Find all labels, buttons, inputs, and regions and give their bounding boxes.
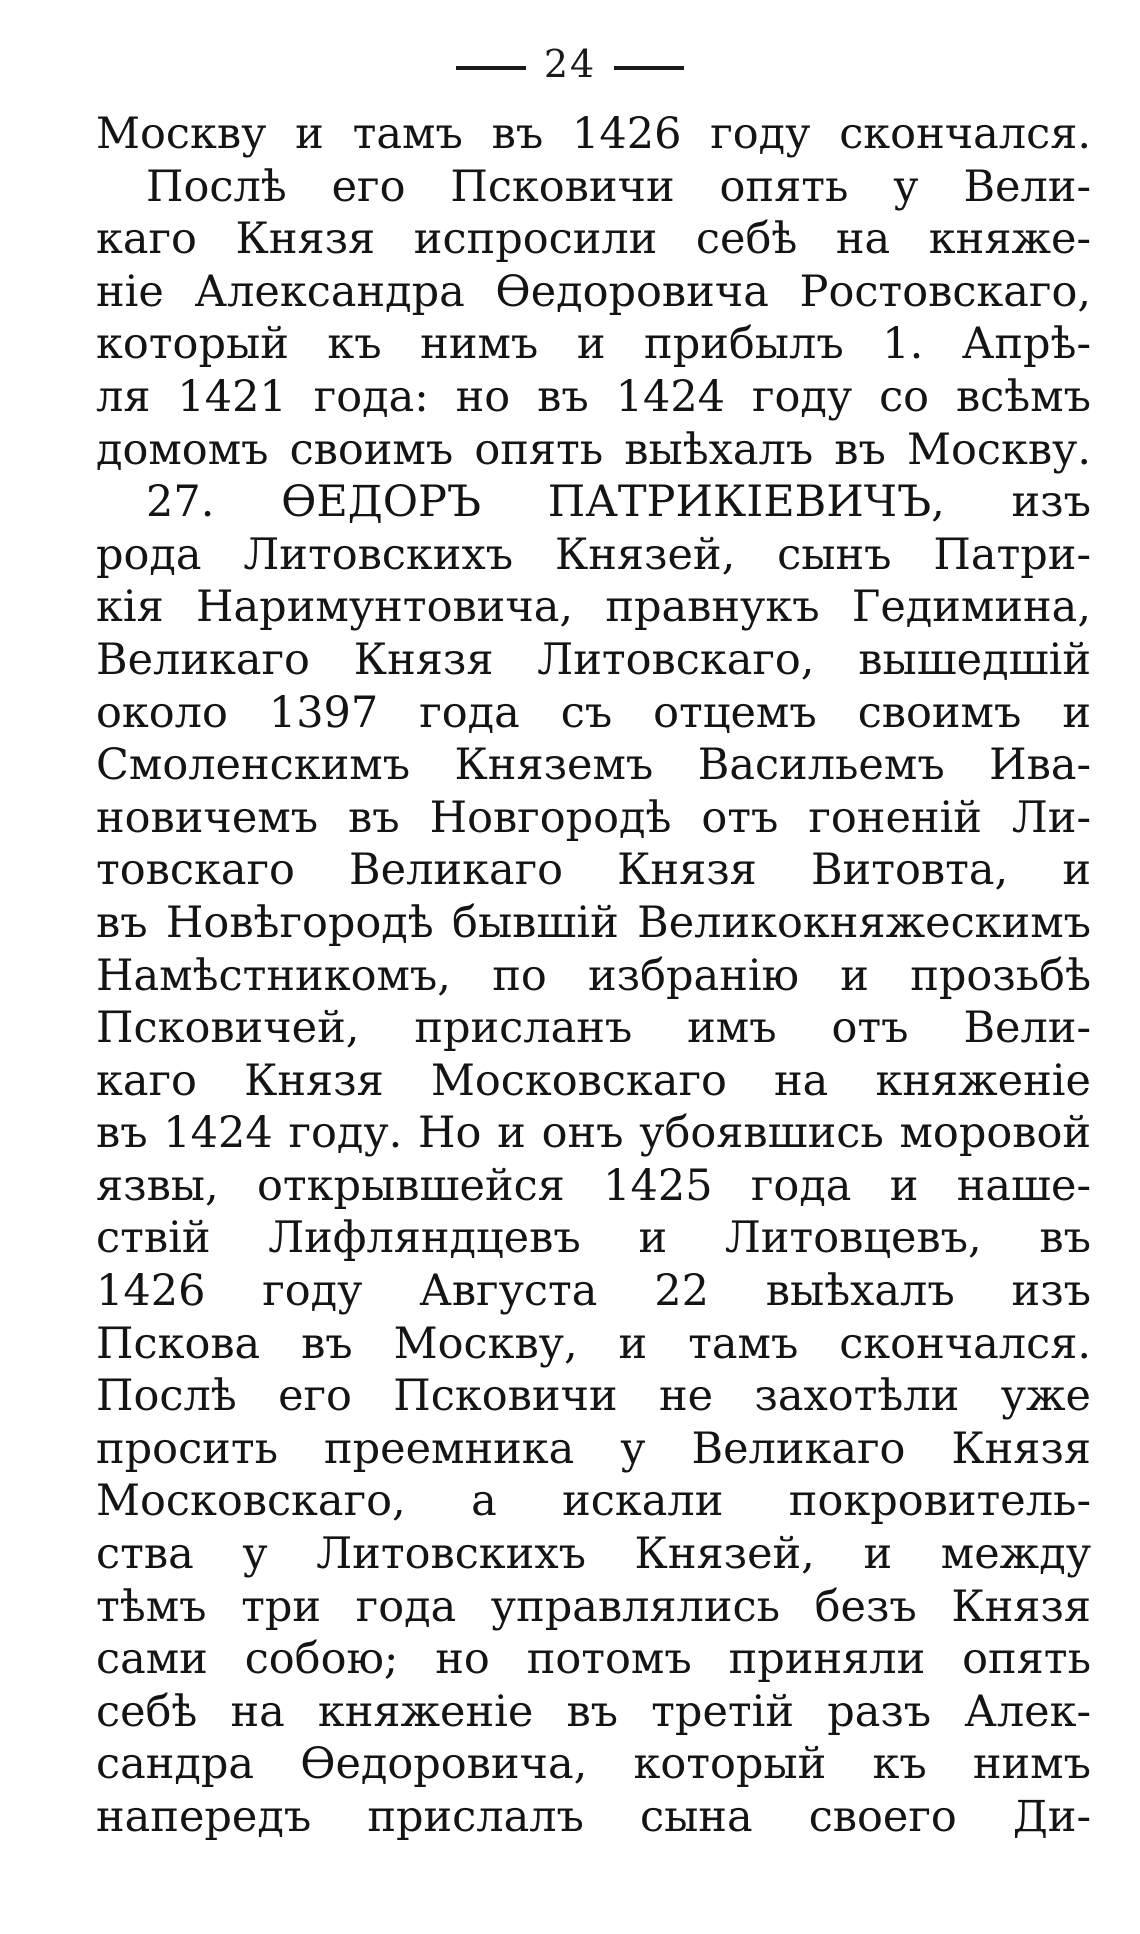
text-line: Псковичей, присланъ имъ отъ Вели- (96, 1003, 1091, 1054)
text-line: Послѣ его Псковичи не захотѣли уже (96, 1371, 1091, 1422)
text-line: который къ нимъ и прибылъ 1. Апрѣ- (96, 319, 1091, 370)
text-line: 1426 году Августа 22 выѣхалъ изъ (96, 1266, 1091, 1317)
text-line: каго Князя испросили себѣ на княже- (96, 214, 1091, 265)
text-line: новичемъ въ Новгородѣ отъ гоненій Ли- (96, 792, 1091, 843)
text-line: каго Князя Московскаго на княженіе (96, 1055, 1091, 1106)
text-line: Пскова въ Москву, и тамъ скончался. (96, 1318, 1091, 1369)
header-dash-left (456, 66, 526, 70)
text-line: напередъ прислалъ сына своего Ди- (96, 1792, 1091, 1842)
body-text (96, 108, 1091, 1844)
text-line: товскаго Великаго Князя Витовта, и (96, 845, 1091, 896)
page-number: 24 (543, 42, 597, 86)
header-dash-right (614, 66, 684, 70)
page-header (0, 42, 1140, 86)
text-line: сами собою; но потомъ приняли опять (96, 1634, 1091, 1685)
text-line: ствій Лифляндцевъ и Литовцевъ, въ (96, 1213, 1091, 1264)
text-line: домомъ своимъ опять выѣхалъ въ Москву. (96, 424, 1091, 475)
text-line: просить преемника у Великаго Князя (96, 1423, 1091, 1474)
text-line: около 1397 года съ отцемъ своимъ и (96, 687, 1091, 738)
text-line: Московскаго, а искали покровитель- (96, 1476, 1091, 1527)
text-line: язвы, открывшейся 1425 года и наше- (96, 1160, 1091, 1211)
text-line: ніе Александра Өедоровича Ростовскаго, (96, 266, 1091, 317)
text-line: рода Литовскихъ Князей, сынъ Патри- (96, 529, 1091, 580)
text-line: себѣ на княженіе въ третій разъ Алек- (96, 1686, 1091, 1737)
text-line: въ Новѣгородѣ бывшій Великокняжескимъ (96, 897, 1091, 948)
text-line: Москву и тамъ въ 1426 году скончался. (96, 109, 1091, 159)
text-line: сандра Өедоровича, который къ нимъ (96, 1739, 1091, 1790)
text-line: тѣмъ три года управлялись безъ Князя (96, 1581, 1091, 1632)
text-line: кія Наримунтовича, правнукъ Гедимина, (96, 582, 1091, 633)
text-line: ства у Литовскихъ Князей, и между (96, 1529, 1091, 1580)
text-line: Намѣстникомъ, по избранію и прозьбѣ (96, 950, 1091, 1001)
text-line: Великаго Князя Литовскаго, вышедшій (96, 634, 1091, 685)
text-line: 27. ӨЕДОРЪ ПАТРИКІЕВИЧЪ, изъ (146, 477, 1091, 528)
text-line: Послѣ его Псковичи опять у Вели- (146, 161, 1091, 212)
text-line: въ 1424 году. Но и онъ убоявшись моровой (96, 1108, 1091, 1159)
text-line: ля 1421 года: но въ 1424 году со всѣмъ (96, 371, 1091, 422)
text-line: Смоленскимъ Княземъ Васильемъ Ива- (96, 740, 1091, 791)
